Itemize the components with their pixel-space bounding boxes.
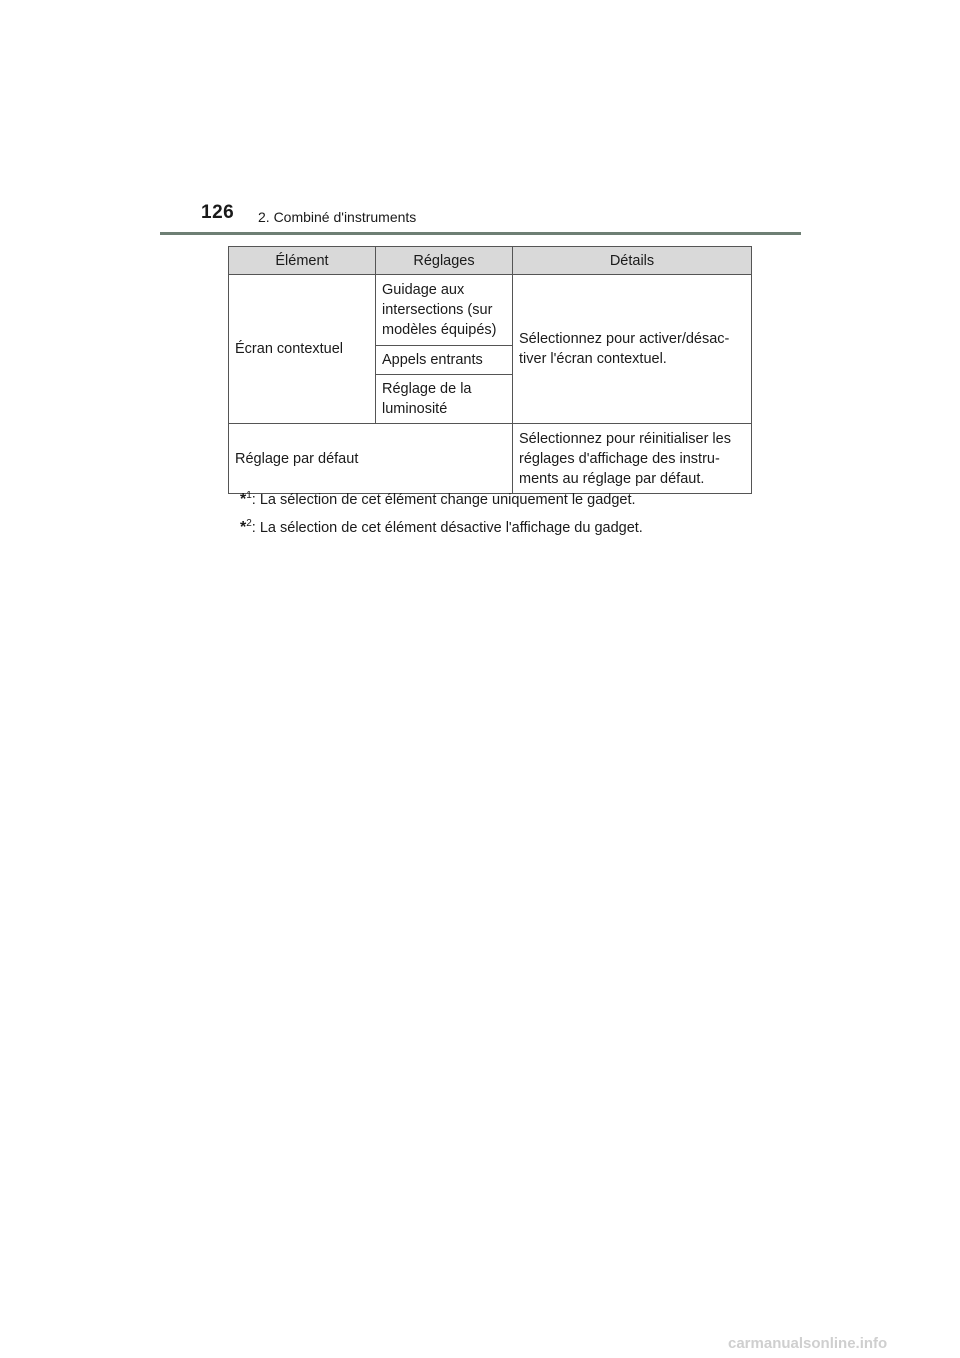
table-row [229,275,752,346]
element-cell-reglage-defaut: Réglage par défaut [229,424,513,494]
table-row [229,424,752,494]
watermark: carmanualsonline.info [728,1335,888,1352]
column-header-details: Détails [513,247,752,275]
footnote-marker: * [240,519,247,536]
header-rule [160,232,801,235]
column-header-settings: Réglages [376,247,513,275]
footnote-text: : La sélection de cet élément désactive l'affichage du gadget. [251,520,643,536]
chapter-title: 2. Combiné d'instruments [258,209,417,225]
details-cell-reglage-defaut: Sélectionnez pour réinitialiser les réglages d'affichage des instru-ments au réglage par défaut. [513,424,752,494]
footnote-number: 2 [246,518,252,529]
page-number: 126 [201,202,235,223]
footnote-number: 1 [246,490,252,501]
setting-cell-appels: Appels entrants [376,346,513,375]
footnote-2 [240,518,643,537]
footnote-text: : La sélection de cet élément change uniquement le gadget. [251,492,636,508]
setting-cell-luminosite: Réglage de la luminosité [376,375,513,424]
footnote-marker: * [240,491,247,508]
footnote-1 [240,490,636,509]
details-cell-ecran-contextuel: Sélectionnez pour activer/désac-tiver l'écran contextuel. [513,275,752,424]
setting-cell-guidage: Guidage aux intersections (sur modèles équipés) [376,275,513,346]
element-cell-ecran-contextuel: Écran contextuel [229,275,376,424]
settings-table [228,246,752,494]
table-header-row [229,247,752,275]
column-header-element: Élément [229,247,376,275]
